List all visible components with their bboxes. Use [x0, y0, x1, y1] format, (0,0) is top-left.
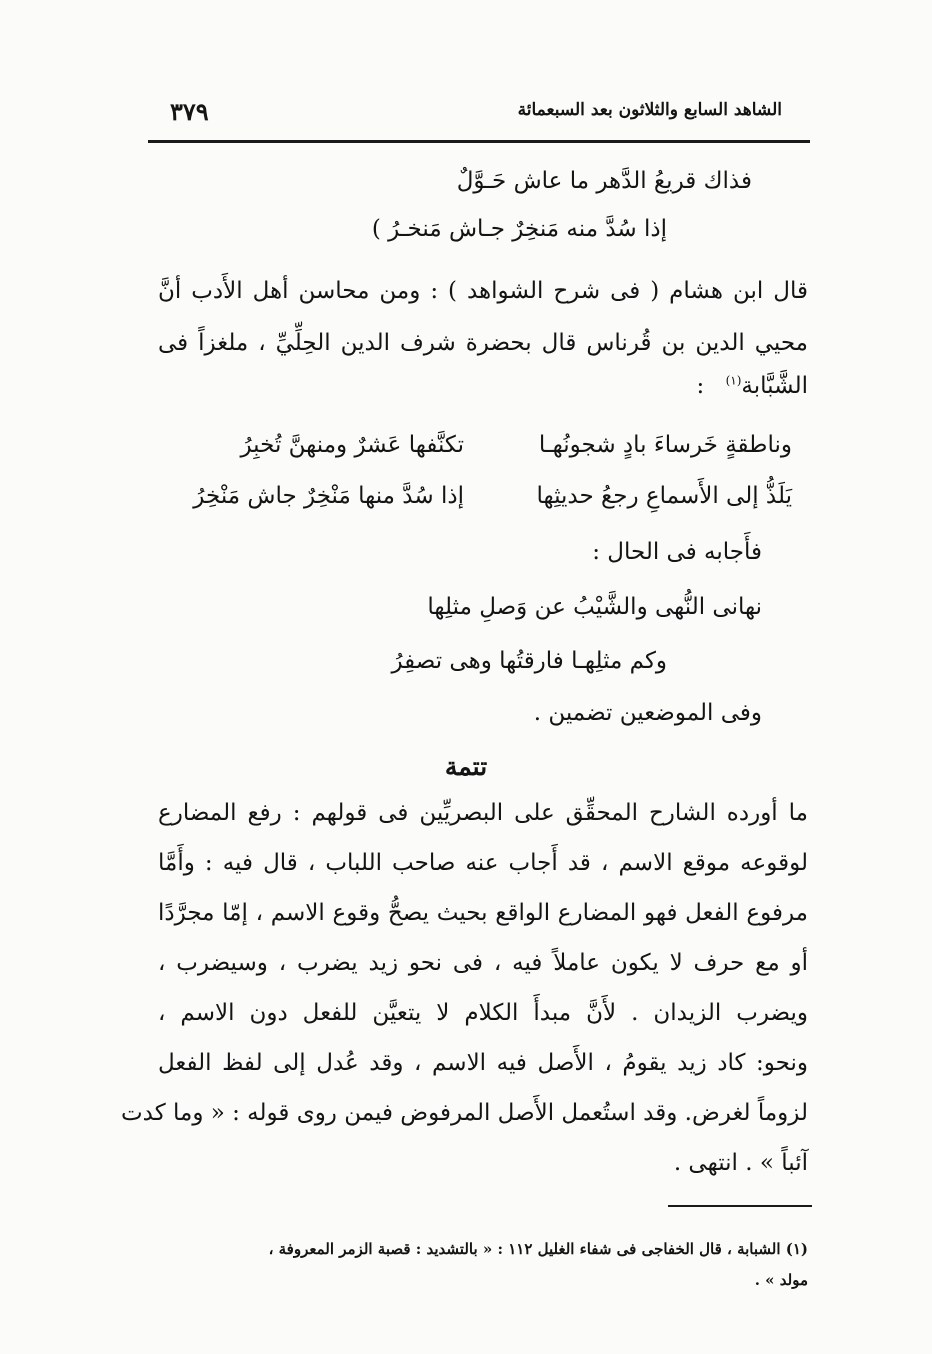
intro-line-3: [697, 373, 809, 399]
riddle-2-left: إذا سُدَّ منها مَنْخِرٌ جاش مَنْخِرُ: [193, 483, 464, 509]
intro-word: الشَّبَّابة: [741, 373, 808, 399]
body-line-6: ونحو: كاد زيد يقومُ ، الأَصل فيه الاسم ، وقد عُدل إلى لفظ الفعل: [158, 1050, 808, 1076]
intro-line-1: قال ابن هشام ( فى شرح الشواهد ) : ومن محاسن أهل الأَدب أنَّ: [158, 278, 808, 304]
running-title: الشاهد السابع والثلاثون بعد السبعمائة: [517, 100, 782, 120]
section-heading: تتمة: [444, 752, 488, 781]
intro-colon: :: [696, 373, 705, 399]
intro-line-2: محيي الدين بن قُرناس قال بحضرة شرف الدين الحِلِّيِّ ، ملغزاً فى: [158, 330, 808, 356]
riddle-1-left: تكنَّفها عَشرٌ ومنهنَّ تُخبِرُ: [240, 432, 464, 458]
verse-one-first-half: فذاك قريعُ الدَّهر ما عاش حَـوَّلٌ: [456, 168, 752, 194]
footnote-line-2: مولد » .: [754, 1271, 808, 1289]
answer-first-half: نهانى النُّهى والشَّيْبُ عن وَصلِ مثلِها: [427, 594, 762, 620]
body-line-7: لزوماً لغرض. وقد استُعمل الأَصل المرفوض فيمن روى قوله : « وما كدت: [121, 1100, 808, 1126]
answer-second-half: وكم مثلِهـا فارقتُها وهى تصفِرُ: [391, 648, 667, 674]
footnote-line-1: (١) الشبابة ، قال الخفاجى فى شفاء الغليل ١١٢ : « بالتشديد : قصبة الزمر المعروفة ،: [268, 1240, 808, 1258]
footnote-rule: [668, 1205, 812, 1207]
body-line-1: ما أورده الشارح المحقِّق على البصريِّين فى قولهم : رفع المضارع: [158, 800, 808, 826]
riddle-2-right: يَلَذُّ إلى الأَسماعِ رجعُ حديثِها: [536, 483, 792, 509]
body-line-5: ويضرب الزيدان . لأَنَّ مبدأَ الكلام لا يتعيَّن للفعل دون الاسم ،: [158, 1000, 808, 1026]
answer-note: وفى الموضعين تضمين .: [533, 700, 762, 726]
riddle-1-right: وناطقةٍ خَرساءَ بادٍ شجونُهـا: [538, 432, 792, 458]
body-line-3: مرفوع الفعل فهو المضارع الواقع بحيث يصحُّ وقوع الاسم ، إمّا مجرَّدًا: [158, 900, 808, 926]
body-line-8: آئباً » . انتهى .: [673, 1150, 808, 1176]
page-number: ٣٧٩: [170, 97, 209, 126]
header-rule: [148, 140, 810, 143]
footnote-marker: (١): [725, 373, 742, 388]
verse-one-second-half: إذا سُدَّ منه مَنخِرٌ جـاش مَنخـرُ ): [371, 216, 667, 242]
body-line-2: لوقوعه موقع الاسم ، قد أَجاب عنه صاحب اللباب ، قال فيه : وأَمَّا: [158, 850, 808, 876]
body-line-4: أو مع حرف لا يكون عاملاً فيه ، فى نحو زيد يضرب ، وسيضرب ،: [158, 950, 808, 976]
answer-intro: فأَجابه فى الحال :: [592, 539, 762, 565]
